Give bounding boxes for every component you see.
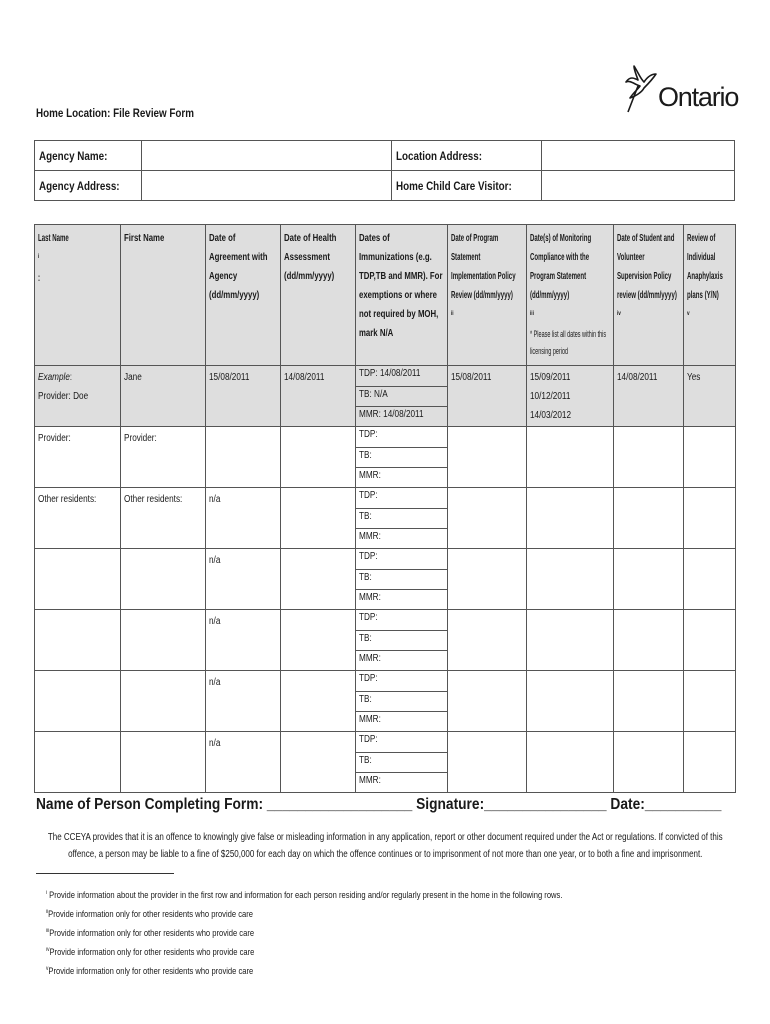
example-first-name: Jane — [121, 366, 206, 427]
example-tb: TB: N/A — [356, 386, 447, 406]
mmr-field[interactable]: MMR: — [359, 469, 381, 481]
monitoring-cell[interactable] — [527, 427, 614, 488]
last-name-cell[interactable] — [35, 610, 121, 671]
mmr-field[interactable]: MMR: — [359, 652, 381, 664]
monitoring-cell[interactable] — [527, 488, 614, 549]
example-program: 15/08/2011 — [448, 366, 527, 427]
table-row — [35, 488, 736, 549]
col-program-statement: Date of Program Statement Implementation Policy Review (dd/mm/yyyy)$^{ii}$ — [448, 225, 527, 366]
student-cell[interactable] — [614, 671, 684, 732]
agreement-cell[interactable]: n/a — [206, 732, 281, 793]
footnote: $^i$ Provide information about the provider in the first row and information for each person residing and/or regularly present in the home in the following rows. — [46, 890, 563, 902]
footnote-divider — [36, 873, 174, 874]
example-health: 14/08/2011 — [281, 366, 356, 427]
health-cell[interactable] — [281, 610, 356, 671]
immunizations-cell — [356, 732, 448, 793]
agreement-cell[interactable] — [206, 427, 281, 488]
example-monitoring: 15/09/2011 10/12/2011 14/03/2012 — [527, 366, 614, 427]
table-row — [35, 549, 736, 610]
tb-field[interactable]: TB: — [356, 630, 447, 650]
student-cell[interactable] — [614, 610, 684, 671]
col-health-assessment: Date of Health Assessment (dd/mm/yyyy) — [281, 225, 356, 366]
mmr-field[interactable]: MMR: — [359, 774, 381, 786]
agreement-cell[interactable]: n/a — [206, 671, 281, 732]
other-last-name[interactable]: Other residents: — [35, 488, 121, 549]
program-cell[interactable] — [448, 671, 527, 732]
program-cell[interactable] — [448, 549, 527, 610]
monitoring-cell[interactable] — [527, 610, 614, 671]
example-anaphylaxis: Yes — [684, 366, 736, 427]
file-review-table — [34, 224, 736, 793]
anaphylaxis-cell[interactable] — [684, 427, 736, 488]
example-tdp: TDP: 14/08/2011 — [356, 366, 447, 386]
agreement-cell[interactable]: n/a — [206, 610, 281, 671]
mmr-field[interactable]: MMR: — [359, 591, 381, 603]
tb-field[interactable]: TB: — [356, 508, 447, 528]
tdp-field[interactable]: TDP: — [356, 488, 447, 508]
immunizations-cell — [356, 488, 448, 549]
health-cell[interactable] — [281, 549, 356, 610]
agency-name-label: Agency Name: — [35, 141, 142, 171]
col-first-name: First Name — [121, 225, 206, 366]
first-name-cell[interactable] — [121, 732, 206, 793]
footnote: $^{ii}$Provide information only for other residents who provide care — [46, 909, 254, 921]
student-cell[interactable] — [614, 549, 684, 610]
col-anaphylaxis: Review of Individual Anaphylaxis plans $(Y/N)^v$ — [684, 225, 736, 366]
example-immunizations — [356, 366, 448, 427]
first-name-cell[interactable] — [121, 610, 206, 671]
col-agreement-date: Date of Agreement with Agency (dd/mm/yyyy) — [206, 225, 281, 366]
first-name-cell[interactable] — [121, 549, 206, 610]
tb-field[interactable]: TB: — [356, 569, 447, 589]
table-row — [35, 671, 736, 732]
provider-first-name[interactable]: Provider: — [121, 427, 206, 488]
immunizations-cell — [356, 671, 448, 732]
student-cell[interactable] — [614, 488, 684, 549]
example-last-name: Example: Provider: Doe — [35, 366, 121, 427]
signature-line[interactable]: Name of Person Completing Form: ___________________ Signature:________________ Date:__________ — [36, 796, 722, 813]
agency-name-field[interactable] — [142, 141, 392, 171]
footnote: $^{iii}$Provide information only for other residents who provide care — [46, 928, 255, 940]
immunizations-cell — [356, 427, 448, 488]
visitor-label: Home Child Care Visitor: — [392, 171, 542, 201]
health-cell[interactable] — [281, 671, 356, 732]
health-cell[interactable] — [281, 732, 356, 793]
anaphylaxis-cell[interactable] — [684, 549, 736, 610]
tb-field[interactable]: TB: — [356, 752, 447, 772]
first-name-cell[interactable] — [121, 671, 206, 732]
anaphylaxis-cell[interactable] — [684, 671, 736, 732]
agreement-cell[interactable]: n/a — [206, 488, 281, 549]
mmr-field[interactable]: MMR: — [359, 530, 381, 542]
ontario-logo-text: Ontario — [658, 82, 739, 112]
mmr-field[interactable]: MMR: — [359, 713, 381, 725]
program-cell[interactable] — [448, 488, 527, 549]
program-cell[interactable] — [448, 610, 527, 671]
tdp-field[interactable]: TDP: — [356, 610, 447, 630]
example-student: 14/08/2011 — [614, 366, 684, 427]
table-row — [35, 610, 736, 671]
location-address-field[interactable] — [542, 141, 735, 171]
tdp-field[interactable]: TDP: — [356, 549, 447, 569]
student-cell[interactable] — [614, 427, 684, 488]
tb-field[interactable]: TB: — [356, 691, 447, 711]
last-name-cell[interactable] — [35, 732, 121, 793]
location-address-label: Location Address: — [392, 141, 542, 171]
immunizations-cell — [356, 610, 448, 671]
last-name-cell[interactable] — [35, 671, 121, 732]
program-cell[interactable] — [448, 427, 527, 488]
offence-notice: The CCEYA provides that it is an offence to knowingly give false or misleading information in any application, report or other document required under the Act or regulations. If convicted of this offence, a person may be liable to a fine of $250,000 for each day on which the offence continues or to imprisonment of not more than one year, or to both a fine and imprisonment. — [47, 832, 723, 860]
other-first-name[interactable]: Other residents: — [121, 488, 206, 549]
agreement-cell[interactable]: n/a — [206, 549, 281, 610]
immunizations-cell — [356, 549, 448, 610]
health-cell[interactable] — [281, 427, 356, 488]
form-title: Home Location: File Review Form — [36, 106, 195, 120]
monitoring-cell[interactable] — [527, 549, 614, 610]
program-cell[interactable] — [448, 732, 527, 793]
col-student-volunteer: Date of Student and Volunteer Supervision Policy review (dd/mm/yyyy)$^{iv}$ — [614, 225, 684, 366]
visitor-field[interactable] — [542, 171, 735, 201]
tb-field[interactable]: TB: — [356, 447, 447, 467]
health-cell[interactable] — [281, 488, 356, 549]
col-monitoring: Date(s) of Monitoring Compliance with the Program Statement (dd/mm/yyyy)$^{iii}$ * Please list all dates within this licensing period — [527, 225, 614, 366]
tdp-field[interactable]: TDP: — [356, 732, 447, 752]
provider-last-name[interactable]: Provider: — [35, 427, 121, 488]
last-name-cell[interactable] — [35, 549, 121, 610]
example-mmr: MMR: 14/08/2011 — [356, 406, 447, 426]
tdp-field[interactable]: TDP: — [356, 671, 447, 691]
student-cell[interactable] — [614, 732, 684, 793]
col-immunizations: Dates of Immunizations (e.g. TDP,TB and MMR). For exemptions or where not required by MOH, mark N/A — [356, 225, 448, 366]
footnotes — [46, 884, 692, 979]
anaphylaxis-cell[interactable] — [684, 732, 736, 793]
example-agreement: 15/08/2011 — [206, 366, 281, 427]
header-fields-table — [34, 140, 735, 201]
col-last-name: Last Name$^i$: — [35, 225, 121, 366]
footnote: $^{iv}$Provide information only for other residents who provide care — [46, 947, 255, 959]
tdp-field[interactable]: TDP: — [356, 427, 447, 447]
agency-address-field[interactable] — [142, 171, 392, 201]
footnote: $^v$Provide information only for other residents who provide care — [46, 966, 254, 978]
agency-address-label: Agency Address: — [35, 171, 142, 201]
table-row — [35, 427, 736, 488]
table-row — [35, 732, 736, 793]
example-row — [35, 366, 736, 427]
monitoring-cell[interactable] — [527, 732, 614, 793]
monitoring-cell[interactable] — [527, 671, 614, 732]
anaphylaxis-cell[interactable] — [684, 610, 736, 671]
anaphylaxis-cell[interactable] — [684, 488, 736, 549]
